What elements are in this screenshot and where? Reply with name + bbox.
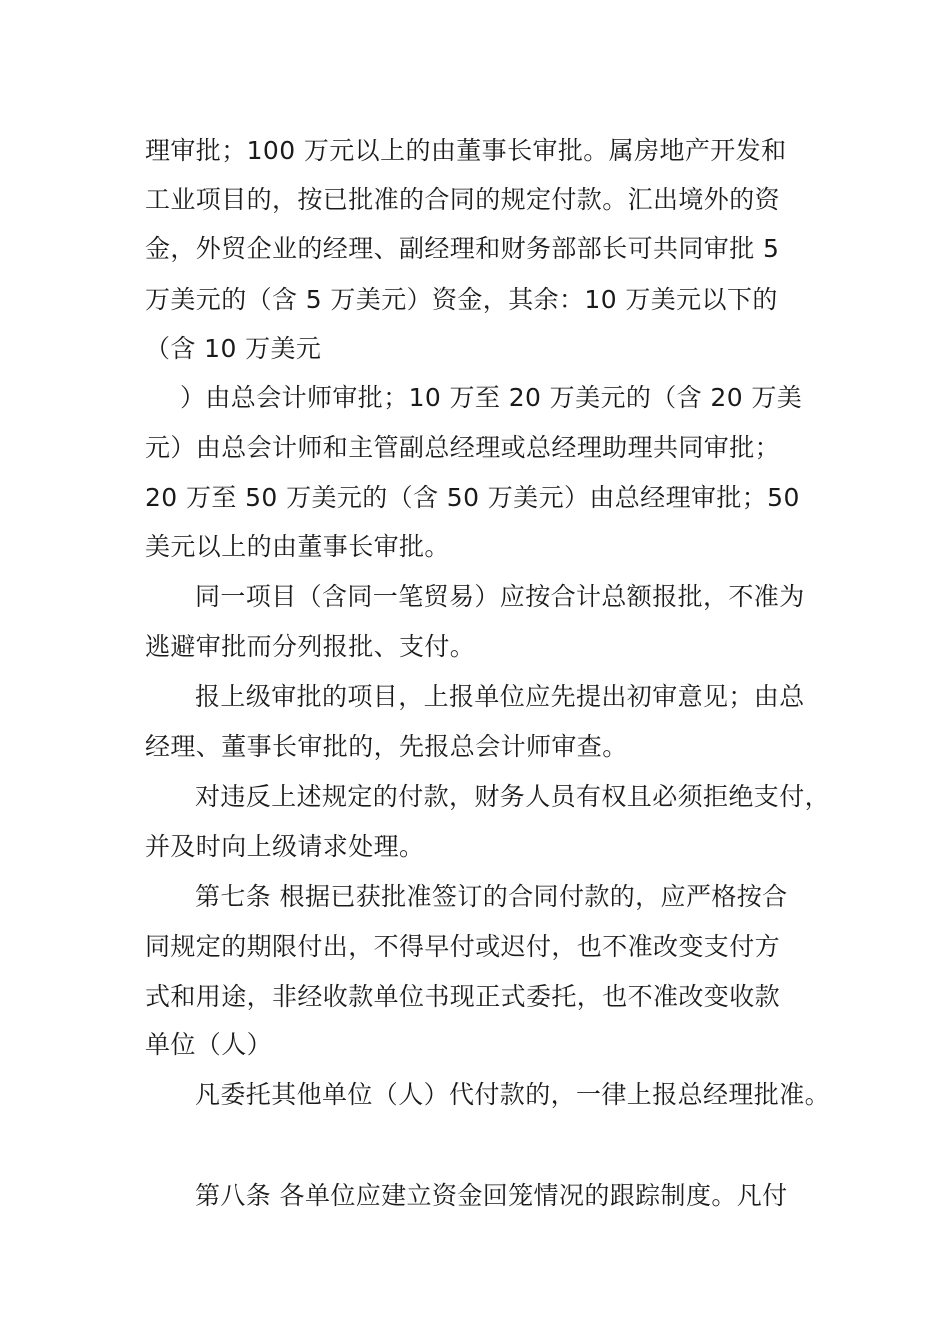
text-line-2: 工业项目的，按已批准的合同的规定付款。汇出境外的资 [145, 185, 781, 214]
text-line-11: 逃避审批而分列报批、支付。 [145, 632, 476, 661]
text-line-6: ）由总会计师审批；10 万至 20 万美元的（含 20 万美 [180, 383, 803, 412]
text-line-4: 万美元的（含 5 万美元）资金，其余：10 万美元以下的 [145, 285, 778, 314]
text-line-13: 经理、董事长审批的，先报总会计师审查。 [145, 732, 628, 761]
text-line-15: 并及时向上级请求处理。 [145, 832, 425, 861]
text-line-7: 元）由总会计师和主管副总经理或总经理助理共同审批； [145, 433, 781, 462]
text-line-5: （含 10 万美元 [145, 334, 322, 363]
text-line-12: 报上级审批的项目，上报单位应先提出初审意见；由总 [195, 682, 805, 711]
text-line-9: 美元以上的由董事长审批。 [145, 532, 450, 561]
text-line-10: 同一项目（含同一笔贸易）应按合计总额报批，不准为 [195, 582, 805, 611]
text-line-20: 凡委托其他单位（人）代付款的，一律上报总经理批准。 [195, 1080, 831, 1109]
text-line-17: 同规定的期限付出，不得早付或迟付，也不准改变支付方 [145, 932, 781, 961]
text-line-21: 第八条 各单位应建立资金回笼情况的跟踪制度。凡付 [195, 1181, 788, 1210]
text-line-14: 对违反上述规定的付款，财务人员有权且必须拒绝支付， [195, 782, 831, 811]
text-line-8: 20 万至 50 万美元的（含 50 万美元）由总经理审批；50 [145, 483, 800, 512]
text-line-19: 单位（人） [145, 1030, 273, 1059]
text-line-1: 理审批；100 万元以上的由董事长审批。属房地产开发和 [145, 136, 787, 165]
text-line-3: 金，外贸企业的经理、副经理和财务部部长可共同审批 5 [145, 234, 780, 263]
text-line-16: 第七条 根据已获批准签订的合同付款的，应严格按合 [195, 882, 788, 911]
text-line-18: 式和用途，非经收款单位书现正式委托，也不准改变收款 [145, 982, 781, 1011]
